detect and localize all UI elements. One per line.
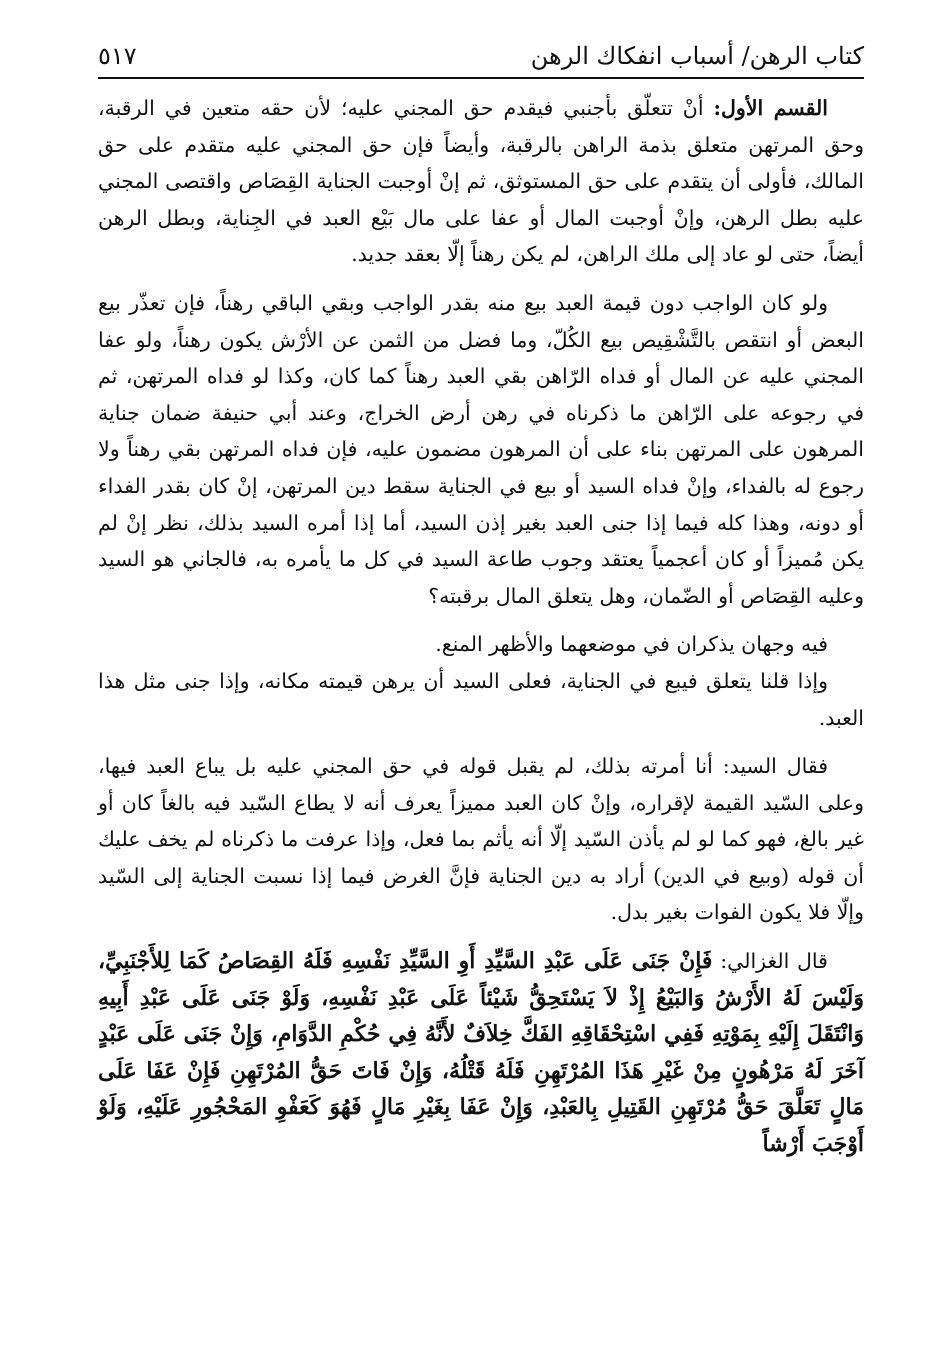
paragraph-1 (98, 90, 864, 273)
paragraph-text: فيه وجهان يذكران في موضعهما والأظهر المنع. (435, 632, 828, 657)
quote-attribution: قال الغزالي: (720, 949, 828, 974)
paragraph-text: وإذا قلنا يتعلق فيبع في الجناية، فعلى السيد أن يرهن قيمته مكانه، وإذا جنى مثل هذا العبد. (98, 668, 864, 730)
header-rule (98, 77, 864, 79)
paragraph-text: فقال السيد: أنا أمرته بذلك، لم يقبل قوله في حق المجني عليه بل يباع العبد فيها، وعلى السّيد القيمة لإقراره، وإنْ كان العبد مميزاً يعرف أنه لا يطاع السّيد فيه بالغاً كان أو غير بالغ، فهو كما لو لم يأذن السّيد إلّا أنه يأثم بما فعل، وإذا عرفت ما ذكرناه لم يخف عليك أن قوله (وبيع في الدين) أراد به دين الجناية فإنَّ الغرض فيما إذا نسبت الجناية إلى السّيد وإلّا فلا يكون الفوات بغير بدل. (98, 754, 864, 925)
page-number: ٥١٧ (98, 42, 137, 70)
paragraph-text: أنْ تتعلّق بأجنبي فيقدم حق المجني عليه؛ لأن حقه متعين في الرقبة، وحق المرتهن متعلق بذمة الراهن بالرقبة، وأيضاً فإن حق المجني عليه متقدم على حق المالك، فأولى أن يتقدم على حق المستوثق، ثم إنْ أوجبت الجناية القِصَاص واقتصى المجني عليه بطل الرهن، وإنْ أوجبت المال أو عفا على مال بَيْع العبد في الجِناية، وبطل الرهن أيضاً، حتى لو عاد إلى ملك الراهن، لم يكن رهناً إلّا بعقد جديد. (98, 96, 864, 267)
paragraph-5 (98, 748, 864, 931)
paragraph-2 (98, 285, 864, 614)
paragraph-6 (98, 943, 864, 1163)
section-heading: القسم الأول: (713, 96, 828, 120)
page-body (98, 90, 864, 1163)
quoted-text: فَإِنْ جَنَى عَلَى عَبْدِ السَّيِّدِ أَوِ السَّيِّدِ نَفْسِهِ فَلَهُ القِصَاصُ كَمَا لِلأَجْنَبِيِّ، وَلَيْسَ لَهُ الأَرْشُ وَالبَيْعُ إِذْ لاَ يَسْتَحِقُّ شَيْئاً عَلَى عَبْدِ نَفْسِهِ، وَلَوْ جَنَى عَلَى عَبْدِ أَبِيهِ وَانْتَقَلَ إِلَيْهِ بِمَوْتِهِ فَفِي اسْتِحْقَاقِهِ الفَكَّ خِلاَفٌ لأَنَّهُ فِي حُكْمِ الدَّوَامِ، وَإِنْ جَنَى عَلَى عَبْدٍ آخَرَ لَهُ مَرْهُونٍ مِنْ غَيْرِ هَذَا المُرْتَهِنِ فَلَهُ قَتْلُهُ، وَإِنْ فَاتَ حَقُّ المُرْتَهِنِ فَإِنْ عَفَا عَلَى مَالٍ تَعَلَّقَ حَقُّ مُرْتَهِنِ القَتِيلِ بِالعَبْدِ، وَإِنْ عَفَا بِغَيْرِ مَالٍ فَهُوَ كَعَفْوِ المَحْجُورِ عَلَيْهِ، وَلَوْ أَوْجَبَ أَرْشاً (98, 948, 864, 1158)
paragraph-4 (98, 663, 864, 736)
paragraph-3 (98, 626, 864, 663)
running-header (98, 38, 864, 78)
paragraph-text: ولو كان الواجب دون قيمة العبد بيع منه بقدر الواجب وبقي الباقي رهناً، فإن تعذّر بيع البعض أو انتقص بالتَّشْقِيص بيع الكُلّ، وما فضل من الثمن عن الأرْش يكون رهناً، ولو عفا المجني عليه عن المال أو فداه الرّاهن بقي العبد رهناً كما كان، وكذا لو فداه المرتهن، ثم في رجوعه على الرّاهن ما ذكرناه في رهن أرض الخراج، وعند أبي حنيفة ضمان جناية المرهون على المرتهن بناء على أن المرهون مضمون عليه، فإن فداه المرتهن بقي رهناً ولا رجوع له بالفداء، وإنْ فداه السيد أو بيع في الجناية سقط دين المرتهن، إنْ كان بقدر الفداء أو دونه، وهذا كله فيما إذا جنى العبد بغير إذن السيد، أما إذا أمره السيد بذلك، نظر إنْ لم يكن مُميزاً أو كان أعجمياً يعتقد وجوب طاعة السيد في كل ما يأمره به، فالجاني هو السيد وعليه القِصَاص أو الضّمان، وهل يتعلق المال برقبته؟ (98, 290, 864, 608)
header-title: كتاب الرهن/ أسباب انفكاك الرهن (530, 42, 864, 70)
